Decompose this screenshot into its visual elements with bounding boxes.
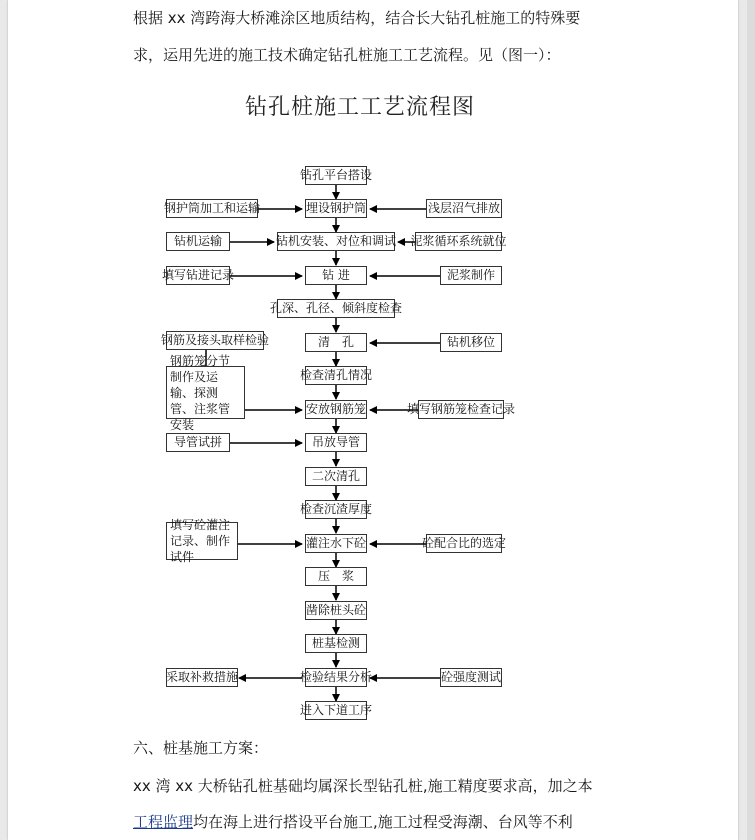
step-pour-concrete: 灌注水下砼 [305,534,367,553]
right-rig-move: 钻机移位 [440,333,502,352]
step-rig-setup: 钻机安装、对位和调试 [277,232,395,251]
step-platform: 钻孔平台搭设 [305,166,367,185]
step-place-cage: 安放钢筋笼 [305,400,367,419]
step-casing: 埋设钢护筒 [305,199,367,218]
left-remedy: 采取补救措施 [166,668,238,687]
intro-line-2: 求，运用先进的施工技术确定钻孔桩施工工艺流程。见（图一）： [133,46,561,64]
flowchart-arrows [8,0,738,840]
left-rebar-make: 钢筋笼分节制作及运输、探测管、注浆管安装 [166,366,245,419]
left-tube-test: 导管试拼 [166,433,230,452]
step-clean-check: 检查清孔情况 [305,366,367,385]
right-mud-make: 泥浆制作 [440,266,502,285]
intro-line-1: 根据 xx 湾跨海大桥滩涂区地质结构，结合长大钻孔桩施工的特殊要 [133,9,581,27]
document-page [8,0,738,840]
step-sediment-check: 检查沉渣厚度 [305,500,367,519]
step-grouting: 压 浆 [305,567,367,586]
step-second-clean: 二次清孔 [305,467,367,486]
step-next-process: 进入下道工序 [305,701,367,720]
step-pile-test: 桩基检测 [305,634,367,653]
flowchart-title: 钻孔桩施工工艺流程图 [245,95,476,120]
left-pour-record: 填写砼灌注记录、制作试件 [166,522,238,560]
vertical-scrollbar[interactable] [747,0,755,840]
left-drill-record: 填写钻进记录 [166,266,230,285]
left-rig-transport: 钻机运输 [166,232,230,251]
supervision-link[interactable]: 工程监理 [133,813,194,831]
step-place-tube: 吊放导管 [305,433,367,452]
body-line-1: xx 湾 xx 大桥钻孔桩基础均属深长型钻孔桩,施工精度要求高，加之本 [133,777,593,795]
step-drilling: 钻 进 [305,266,367,285]
right-strength-test: 砼强度测试 [440,668,502,687]
body-line-2 [133,812,633,832]
step-hole-check: 孔深、孔径、倾斜度检查 [277,299,395,318]
left-steel-casing: 钢护筒加工和运输 [166,199,258,218]
right-mud-cycle: 泥浆循环系统就位 [415,232,502,251]
right-cage-record: 填写钢筋笼检查记录 [418,400,504,419]
right-mix-select: 砼配合比的选定 [426,534,502,553]
step-pile-head: 凿除桩头砼 [305,601,367,620]
right-shallow-gas: 浅层沼气排放 [426,199,502,218]
section-heading: 六、桩基施工方案： [133,739,269,757]
step-result-analysis: 检验结果分析 [305,668,367,687]
body-line-2-text: 均在海上进行搭设平台施工,施工过程受海潮、台风等不利 [193,813,573,831]
left-rebar-inspect: 钢筋及接头取样检验 [166,331,264,350]
step-clean-hole: 清 孔 [305,333,367,352]
